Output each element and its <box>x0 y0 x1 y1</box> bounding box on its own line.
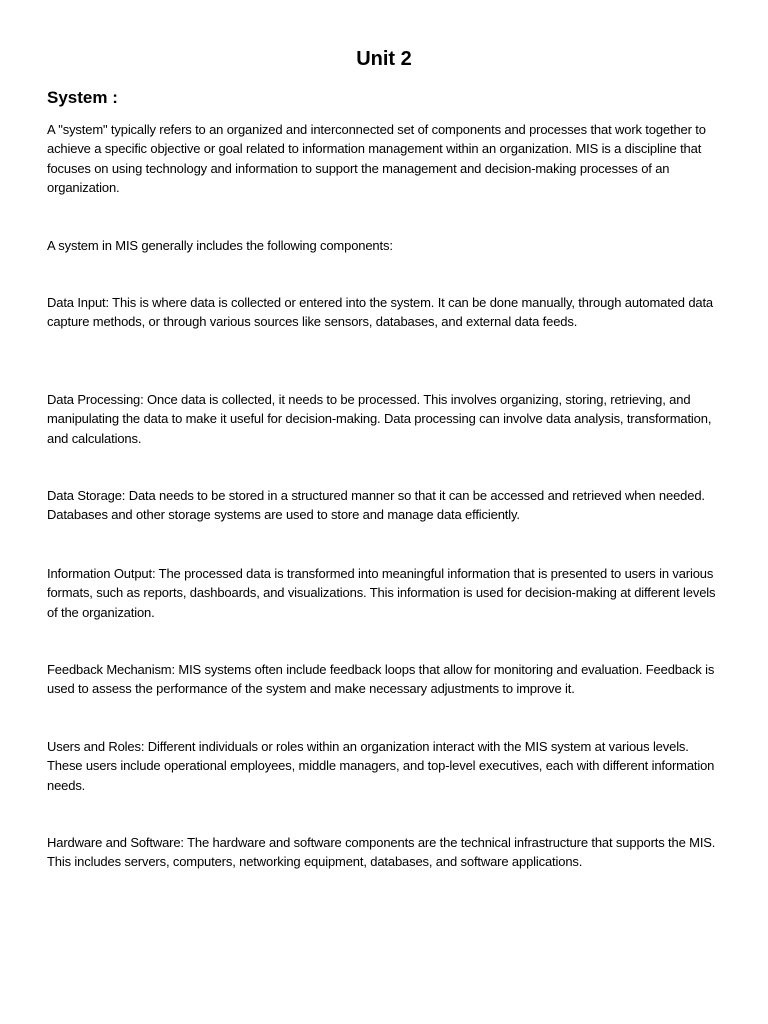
paragraph-feedback-mechanism: Feedback Mechanism: MIS systems often include feedback loops that allow for monitoring and evaluation. Feedback is used to assess the performance of the system and make necessary adjustments to improve it. <box>47 662 715 697</box>
paragraph-data-storage: Data Storage: Data needs to be stored in a structured manner so that it can be accessed and retrieved when needed. Databases and other storage systems are used to store and manage data efficiently. <box>47 488 705 523</box>
paragraph-hardware-and-software: Hardware and Software: The hardware and software components are the technical infrastructure that supports the MIS. This includes servers, computers, networking equipment, databases, and software applications. <box>47 835 716 870</box>
paragraph-data-processing: Data Processing: Once data is collected, it needs to be processed. This involves organizing, storing, retrieving, and manipulating the data to make it useful for decision-making. Data processing can involve data analysis, transformation, and calculations. <box>47 392 712 446</box>
paragraph-data-input: Data Input: This is where data is collected or entered into the system. It can be done manually, through automated data capture methods, or through various sources like sensors, databases, and external data feeds. <box>47 295 714 330</box>
section-heading-system: System : <box>47 88 118 107</box>
paragraph-components-intro: A system in MIS generally includes the following components: <box>47 238 393 253</box>
paragraph-system-definition: A "system" typically refers to an organized and interconnected set of components and processes that work together to achieve a specific objective or goal related to information management within an organization. MIS is a discipline that focuses on using technology and information to support the management and decision-making processes of an organization. <box>47 122 706 196</box>
paragraph-information-output: Information Output: The processed data is transformed into meaningful information that is presented to users in various formats, such as reports, dashboards, and visualizations. This information is used for decision-making at different levels of the organization. <box>47 566 716 620</box>
paragraph-users-and-roles: Users and Roles: Different individuals or roles within an organization interact with the MIS system at various levels. These users include operational employees, middle managers, and top-level executives, each with different information needs. <box>47 739 715 793</box>
page-title: Unit 2 <box>356 48 412 70</box>
